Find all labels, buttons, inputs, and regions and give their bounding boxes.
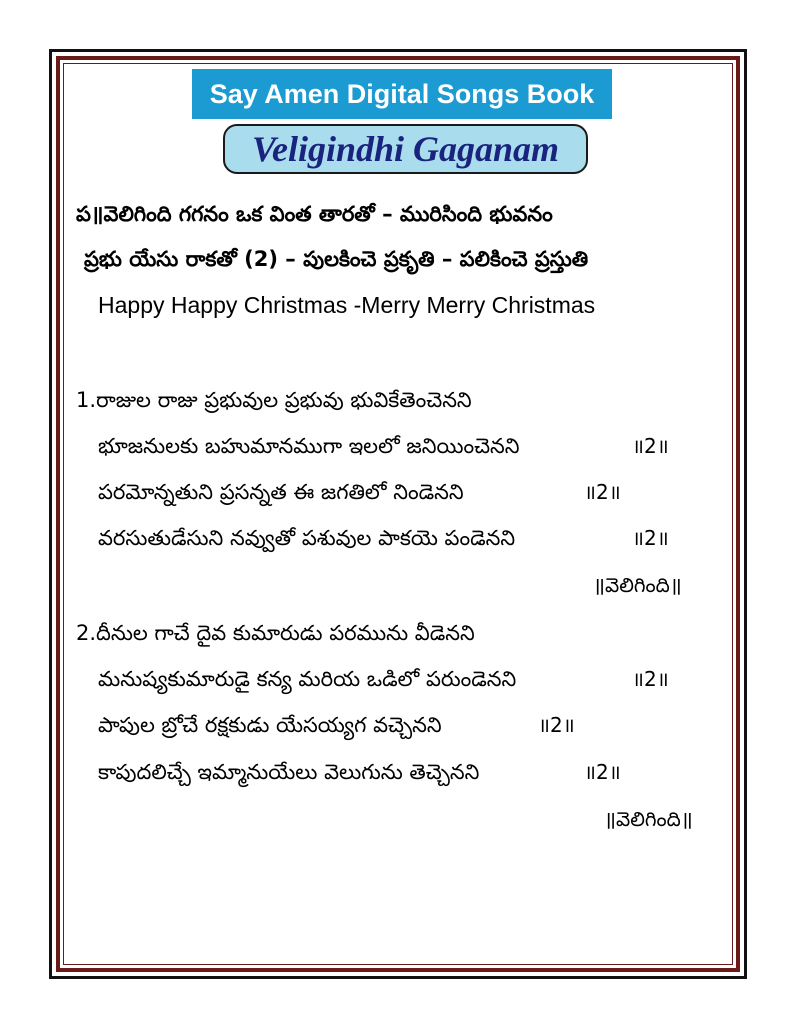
verse2-repeat-mark-2: ॥2॥ [632, 667, 669, 691]
pallavi-line-2: ప్రభు యేసు రాకతో (2) – పులకించె ప్రకృతి – పలికించె ప్రస్తుతి [84, 247, 589, 271]
verse1-refrain: ॥వెలిగింది॥ [593, 573, 682, 597]
verse1-repeat-mark-3: ॥2॥ [584, 480, 621, 504]
verse2-refrain: ॥వెలిగింది॥ [604, 807, 693, 831]
verse1-line-4: వరసుతుడేసుని నవ్వుతో పశువుల పాకయె పండెనని [98, 526, 516, 550]
pallavi-line-1: ప॥వెలిగింది గగనం ఒక వింత తారతో – మురిసింది భువనం [76, 202, 553, 226]
verse1-repeat-mark-4: ॥2॥ [632, 526, 669, 550]
verse1-line-3: పరమోన్నతుని ప్రసన్నత ఈ జగతిలో నిండెనని [98, 480, 464, 504]
pallavi-line-3: Happy Happy Christmas -Merry Merry Christmas [98, 292, 596, 318]
book-banner: Say Amen Digital Songs Book [192, 69, 612, 119]
verse2-line-3: పాపుల బ్రోచే రక్షకుడు యేసయ్యగ వచ్చెనని [98, 713, 442, 737]
verse1-line-1: 1.రాజుల రాజు ప్రభువుల ప్రభువు భువికేతెంచెనని [76, 388, 472, 412]
verse2-repeat-mark-3: ॥2॥ [538, 713, 575, 737]
verse2-line-2: మనుష్యకుమారుడై కన్య మరియ ఒడిలో పరుండెనని [98, 667, 517, 691]
verse2-repeat-mark-4: ॥2॥ [584, 760, 621, 784]
verse2-line-4: కాపుదలిచ్చే ఇమ్మానుయేలు వెలుగును తెచ్చెనని [98, 760, 480, 784]
verse2-line-1: 2.దీనుల గాచే దైవ కుమారుడు పరమును వీడెనని [76, 621, 475, 645]
verse1-repeat-mark-2: ॥2॥ [632, 434, 669, 458]
song-title: Veligindhi Gaganam [223, 124, 588, 174]
verse1-line-2: భూజనులకు బహుమానముగా ఇలలో జనియించెనని [98, 434, 520, 458]
